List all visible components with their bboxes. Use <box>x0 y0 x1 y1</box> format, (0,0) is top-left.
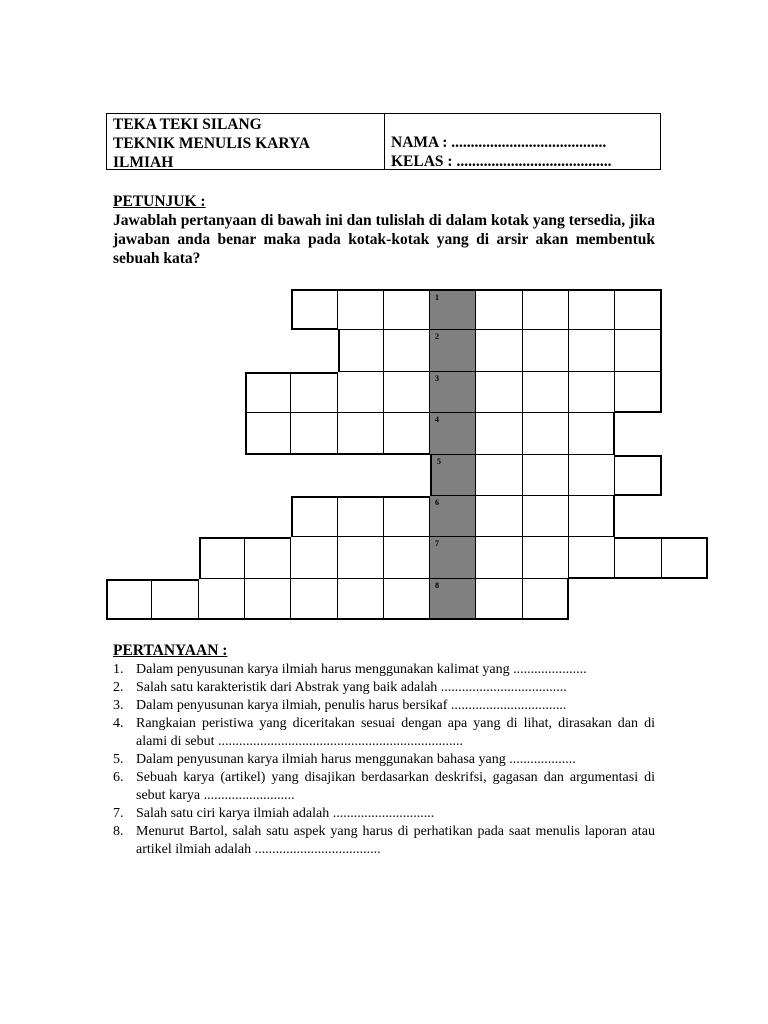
nama-field[interactable]: NAMA : ........................................ <box>391 134 607 151</box>
crossword-cell[interactable] <box>338 413 384 455</box>
crossword-cell[interactable] <box>291 413 338 455</box>
question-item <box>113 751 655 769</box>
crossword-cell[interactable] <box>291 289 338 330</box>
clue-number: 8 <box>435 581 439 590</box>
question-number: 3. <box>113 698 124 713</box>
crossword-cell[interactable] <box>384 372 430 413</box>
question-text: Dalam penyusunan karya ilmiah harus menggunakan bahasa yang ................... <box>136 752 576 767</box>
question-text: Salah satu ciri karya ilmiah adalah ............................. <box>136 806 435 821</box>
crossword-cell[interactable] <box>569 289 615 330</box>
question-text: Menurut Bartol, salah satu aspek yang harus di perhatikan pada saat menulis laporan atau artikel ilmiah adalah .................................... <box>136 824 655 857</box>
question-item <box>113 697 655 715</box>
crossword-cell[interactable] <box>291 372 338 413</box>
crossword-cell[interactable] <box>523 372 569 413</box>
crossword-cell[interactable] <box>245 372 291 413</box>
crossword-cell[interactable] <box>384 413 430 455</box>
question-number: 4. <box>113 716 124 731</box>
question-number: 2. <box>113 680 124 695</box>
crossword-cell[interactable] <box>569 372 615 413</box>
question-text: Sebuah karya (artikel) yang disajikan berdasarkan deskrifsi, gagasan dan argumentasi di sebut karya .......................... <box>136 770 655 803</box>
clue-number: 3 <box>435 374 439 383</box>
crossword-cell[interactable] <box>615 537 662 579</box>
crossword-shaded-cell[interactable] <box>430 289 476 330</box>
question-item <box>113 715 655 751</box>
crossword-cell[interactable] <box>523 455 569 496</box>
crossword-cell[interactable] <box>476 372 523 413</box>
crossword-cell[interactable] <box>291 579 338 620</box>
crossword-cell[interactable] <box>476 496 523 537</box>
crossword-cell[interactable] <box>615 372 662 413</box>
clue-number: 7 <box>435 539 439 548</box>
crossword-cell[interactable] <box>476 330 523 372</box>
crossword-cell[interactable] <box>384 496 430 537</box>
crossword-cell[interactable] <box>523 496 569 537</box>
crossword-cell[interactable] <box>152 579 199 620</box>
crossword-cell[interactable] <box>338 330 384 372</box>
crossword-shaded-cell[interactable] <box>430 455 476 496</box>
crossword-cell[interactable] <box>384 289 430 330</box>
crossword-cell[interactable] <box>245 537 291 579</box>
crossword-cell[interactable] <box>569 455 615 496</box>
crossword-cell[interactable] <box>338 579 384 620</box>
crossword-shaded-cell[interactable] <box>430 496 476 537</box>
question-item <box>113 769 655 805</box>
crossword-cell[interactable] <box>523 330 569 372</box>
crossword-cell[interactable] <box>569 413 615 455</box>
crossword-cell[interactable] <box>338 537 384 579</box>
crossword-cell[interactable] <box>291 496 338 537</box>
crossword-cell[interactable] <box>662 537 708 579</box>
crossword-cell[interactable] <box>523 413 569 455</box>
crossword-cell[interactable] <box>476 455 523 496</box>
clue-number: 1 <box>435 293 439 302</box>
crossword-shaded-cell[interactable] <box>430 413 476 455</box>
question-text: Salah satu karakteristik dari Abstrak yang baik adalah .................................... <box>136 680 567 695</box>
question-item <box>113 823 655 859</box>
instructions-text: Jawablah pertanyaan di bawah ini dan tulislah di dalam kotak yang tersedia, jika jawaban anda benar maka pada kotak-kotak yang di arsir akan membentuk sebuah kata? <box>113 212 655 267</box>
crossword-shaded-cell[interactable] <box>430 330 476 372</box>
questions-section <box>113 642 655 859</box>
crossword-cell[interactable] <box>569 537 615 579</box>
crossword-cell[interactable] <box>476 413 523 455</box>
crossword-cell[interactable] <box>569 496 615 537</box>
crossword-shaded-cell[interactable] <box>430 579 476 620</box>
crossword-cell[interactable] <box>384 537 430 579</box>
crossword-cell[interactable] <box>291 537 338 579</box>
question-number: 6. <box>113 770 124 785</box>
crossword-cell[interactable] <box>245 579 291 620</box>
crossword-cell[interactable] <box>523 289 569 330</box>
question-text: Dalam penyusunan karya ilmiah harus menggunakan kalimat yang ..................... <box>136 662 587 677</box>
crossword-cell[interactable] <box>615 289 662 330</box>
title-line-3: ILMIAH <box>113 154 174 171</box>
clue-number: 6 <box>435 498 439 507</box>
questions-list <box>113 661 655 859</box>
crossword-cell[interactable] <box>615 330 662 372</box>
crossword-shaded-cell[interactable] <box>430 537 476 579</box>
question-item <box>113 679 655 697</box>
clue-number: 4 <box>435 415 439 424</box>
crossword-cell[interactable] <box>199 579 245 620</box>
crossword-shaded-cell[interactable] <box>430 372 476 413</box>
crossword-cell[interactable] <box>106 579 152 620</box>
clue-number: 2 <box>435 332 439 341</box>
kelas-field[interactable]: KELAS : ........................................ <box>391 153 612 170</box>
crossword-cell[interactable] <box>384 330 430 372</box>
crossword-cell[interactable] <box>476 537 523 579</box>
question-number: 5. <box>113 752 124 767</box>
question-text: Dalam penyusunan karya ilmiah, penulis harus bersikaf ................................. <box>136 698 567 713</box>
clue-number: 5 <box>437 457 441 466</box>
crossword-cell[interactable] <box>338 289 384 330</box>
question-number: 7. <box>113 806 124 821</box>
crossword-cell[interactable] <box>338 496 384 537</box>
crossword-cell[interactable] <box>384 579 430 620</box>
crossword-cell[interactable] <box>245 413 291 455</box>
crossword-cell[interactable] <box>523 579 569 620</box>
question-number: 8. <box>113 824 124 839</box>
crossword-cell[interactable] <box>523 537 569 579</box>
crossword-cell[interactable] <box>615 455 662 496</box>
questions-heading: PERTANYAAN : <box>113 642 228 659</box>
question-item <box>113 805 655 823</box>
title-line-1: TEKA TEKI SILANG <box>113 116 262 133</box>
question-text: Rangkaian peristiwa yang diceritakan sesuai dengan apa yang di lihat, dirasakan dan di alami di sebut ...................................................................... <box>136 716 655 749</box>
question-item <box>113 661 655 679</box>
title-line-2: TEKNIK MENULIS KARYA <box>113 135 310 152</box>
crossword-cell[interactable] <box>199 537 245 579</box>
crossword-cell[interactable] <box>476 579 523 620</box>
crossword-cell[interactable] <box>569 330 615 372</box>
crossword-cell[interactable] <box>476 289 523 330</box>
question-number: 1. <box>113 662 124 677</box>
crossword-cell[interactable] <box>338 372 384 413</box>
instructions-heading: PETUNJUK : <box>113 193 206 210</box>
